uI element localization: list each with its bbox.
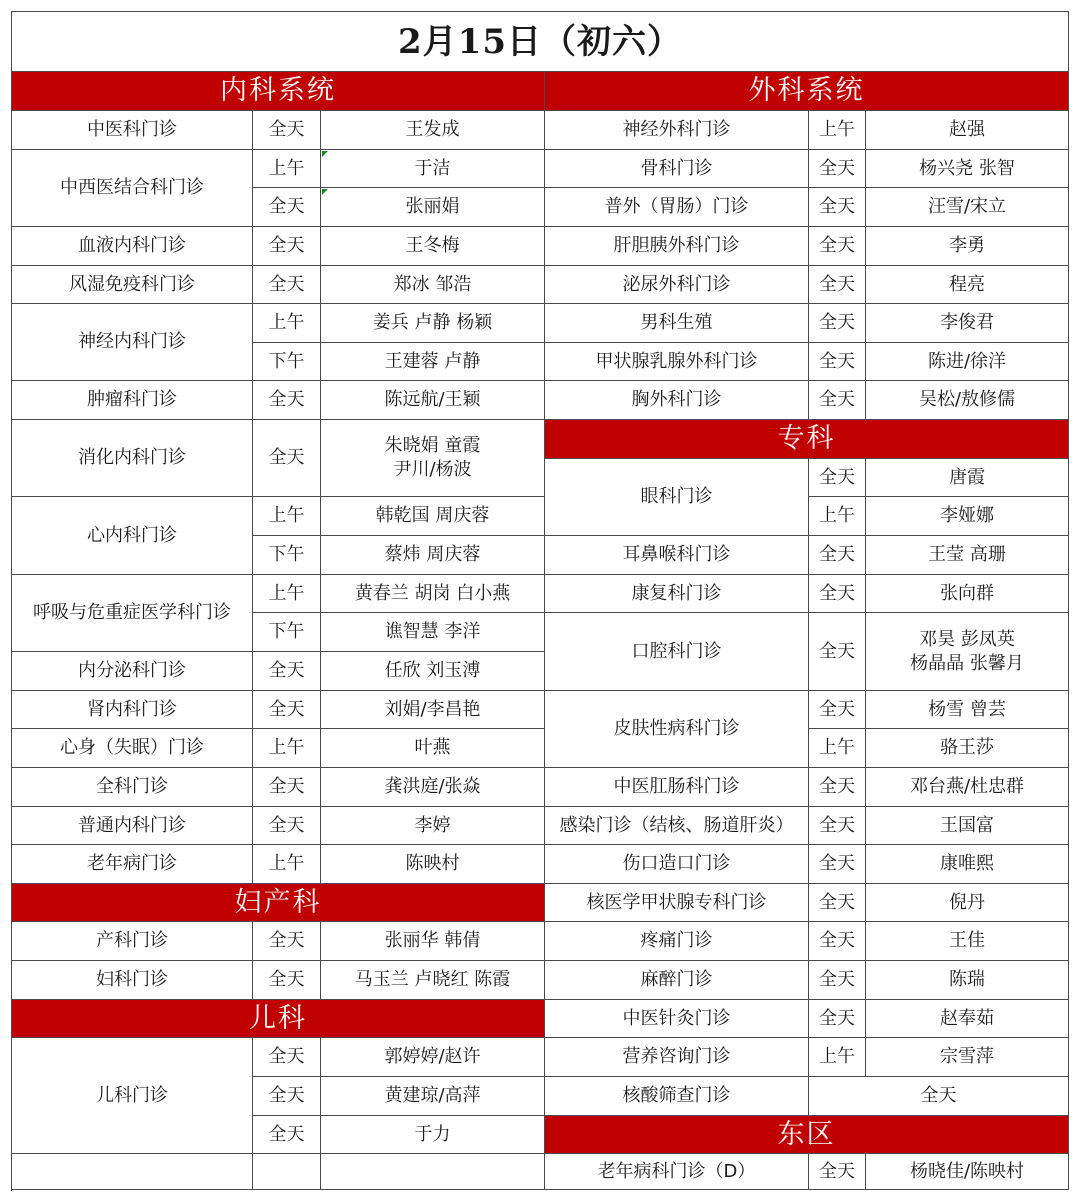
- session-cell: 全天: [253, 807, 321, 845]
- doctor-cell: 朱晓娟 童霞 尹川/杨波: [321, 420, 545, 497]
- session-cell: 全天: [809, 536, 866, 575]
- session-cell: 全天: [809, 1154, 866, 1190]
- doctor-cell: 陈远航/王颖: [321, 381, 545, 420]
- session-cell: 全天: [809, 188, 866, 227]
- doctor-cell: 龚洪庭/张焱: [321, 768, 545, 807]
- dept-cell: 骨科门诊: [545, 150, 809, 188]
- dept-cell: 麻醉门诊: [545, 961, 809, 1000]
- dept-cell: 中西医结合科门诊: [12, 150, 253, 227]
- doctor-cell: 陈映村: [321, 845, 545, 884]
- empty-cell: [12, 1154, 253, 1190]
- dept-cell: 伤口造口门诊: [545, 845, 809, 884]
- dept-cell: 普通内科门诊: [12, 807, 253, 845]
- comment-marker: [322, 189, 328, 195]
- empty-cell: [321, 1154, 545, 1190]
- doctor-cell: 韩乾国 周庆蓉: [321, 497, 545, 536]
- dept-cell: 甲状腺乳腺外科门诊: [545, 343, 809, 381]
- doctor-cell: 吴松/敖修儒: [866, 381, 1069, 420]
- session-cell: 全天: [253, 111, 321, 150]
- section-header-internal: 内科系统: [12, 72, 545, 111]
- doctor-cell: 郑冰 邹浩: [321, 266, 545, 304]
- doctor-cell: 马玉兰 卢晓红 陈霞: [321, 961, 545, 1000]
- dept-cell: 普外（胃肠）门诊: [545, 188, 809, 227]
- session-cell: 全天: [809, 807, 866, 845]
- dept-cell: 全科门诊: [12, 768, 253, 807]
- session-cell: 全天: [809, 613, 866, 691]
- session-cell: 全天: [253, 188, 321, 227]
- dept-cell: 产科门诊: [12, 922, 253, 961]
- session-cell: 全天: [809, 150, 866, 188]
- dept-cell: 消化内科门诊: [12, 420, 253, 497]
- doctor-cell: 张丽娟: [321, 188, 545, 227]
- session-cell: 上午: [253, 575, 321, 613]
- session-cell: 上午: [253, 497, 321, 536]
- dept-cell: 老年病门诊: [12, 845, 253, 884]
- session-cell: 下午: [253, 613, 321, 652]
- session-cell: 上午: [809, 729, 866, 768]
- dept-cell: 神经外科门诊: [545, 111, 809, 150]
- dept-cell: 内分泌科门诊: [12, 652, 253, 691]
- dept-cell: 眼科门诊: [545, 459, 809, 536]
- doctor-cell: 郭婷婷/赵许: [321, 1038, 545, 1077]
- doctor-cell: 张丽华 韩倩: [321, 922, 545, 961]
- doctor-cell: 赵奉茹: [866, 1000, 1069, 1038]
- empty-cell: [253, 1154, 321, 1190]
- doctor-cell: 王国富: [866, 807, 1069, 845]
- session-cell: 上午: [809, 111, 866, 150]
- dept-cell: 妇科门诊: [12, 961, 253, 1000]
- section-header-surgery: 外科系统: [545, 72, 1069, 111]
- session-cell: 上午: [253, 729, 321, 768]
- session-cell: 全天: [809, 304, 866, 343]
- section-header-pediatrics: 儿科: [12, 1000, 545, 1038]
- doctor-cell: 姜兵 卢静 杨颖: [321, 304, 545, 343]
- session-cell: 全天: [809, 922, 866, 961]
- dept-cell: 泌尿外科门诊: [545, 266, 809, 304]
- section-header-obgyn: 妇产科: [12, 884, 545, 922]
- doctor-cell: 李俊君: [866, 304, 1069, 343]
- session-cell: 上午: [253, 304, 321, 343]
- session-cell: 全天: [253, 227, 321, 266]
- dept-cell: 肾内科门诊: [12, 691, 253, 729]
- dept-cell: 核酸筛查门诊: [545, 1077, 809, 1116]
- dept-cell: 神经内科门诊: [12, 304, 253, 381]
- session-cell: 全天: [809, 691, 866, 729]
- doctor-cell: 倪丹: [866, 884, 1069, 922]
- session-cell: 全天: [253, 768, 321, 807]
- dept-cell: 感染门诊（结核、肠道肝炎）: [545, 807, 809, 845]
- session-cell: 全天: [809, 266, 866, 304]
- doctor-cell: 赵强: [866, 111, 1069, 150]
- session-cell: 全天: [809, 575, 866, 613]
- section-header-specialty: 专科: [545, 420, 1069, 459]
- dept-cell: 中医肛肠科门诊: [545, 768, 809, 807]
- dept-cell: 儿科门诊: [12, 1038, 253, 1154]
- session-cell: 全天: [809, 768, 866, 807]
- session-cell: 全天: [809, 845, 866, 884]
- doctor-cell: 叶燕: [321, 729, 545, 768]
- doctor-cell: 康唯熙: [866, 845, 1069, 884]
- doctor-cell: 邓台燕/杜忠群: [866, 768, 1069, 807]
- doctor-cell: 陈瑞: [866, 961, 1069, 1000]
- dept-cell: 风湿免疫科门诊: [12, 266, 253, 304]
- doctor-cell: 程亮: [866, 266, 1069, 304]
- dept-cell: 老年病科门诊（D）: [545, 1154, 809, 1190]
- doctor-cell: 宗雪萍: [866, 1038, 1069, 1077]
- doctor-cell: 黄春兰 胡岗 白小燕: [321, 575, 545, 613]
- doctor-cell: 唐霞: [866, 459, 1069, 497]
- dept-cell: 中医针灸门诊: [545, 1000, 809, 1038]
- session-cell: 上午: [253, 150, 321, 188]
- doctor-cell: 王发成: [321, 111, 545, 150]
- dept-cell: 康复科门诊: [545, 575, 809, 613]
- dept-cell: 心身（失眠）门诊: [12, 729, 253, 768]
- session-cell: 上午: [809, 497, 866, 536]
- doctor-cell: 汪雪/宋立: [866, 188, 1069, 227]
- session-cell: 全天: [809, 1077, 1069, 1116]
- section-header-east: 东区: [545, 1116, 1069, 1154]
- session-cell: 全天: [809, 884, 866, 922]
- doctor-cell: 张向群: [866, 575, 1069, 613]
- session-cell: 上午: [809, 1038, 866, 1077]
- dept-cell: 耳鼻喉科门诊: [545, 536, 809, 575]
- doctor-cell: 蔡炜 周庆蓉: [321, 536, 545, 575]
- dept-cell: 胸外科门诊: [545, 381, 809, 420]
- doctor-cell: 杨兴尧 张智: [866, 150, 1069, 188]
- doctor-cell: 李勇: [866, 227, 1069, 266]
- dept-cell: 血液内科门诊: [12, 227, 253, 266]
- doctor-cell: 陈进/徐洋: [866, 343, 1069, 381]
- session-cell: 全天: [253, 1077, 321, 1116]
- doctor-cell: 任欣 刘玉溥: [321, 652, 545, 691]
- page-title: 2月15日（初六）: [12, 12, 1069, 72]
- dept-cell: 男科生殖: [545, 304, 809, 343]
- dept-cell: 疼痛门诊: [545, 922, 809, 961]
- session-cell: 全天: [809, 381, 866, 420]
- doctor-cell: 王建蓉 卢静: [321, 343, 545, 381]
- dept-cell: 营养咨询门诊: [545, 1038, 809, 1077]
- session-cell: 全天: [809, 459, 866, 497]
- session-cell: 全天: [253, 266, 321, 304]
- session-cell: 全天: [253, 691, 321, 729]
- dept-cell: 口腔科门诊: [545, 613, 809, 691]
- doctor-cell: 黄建琼/高萍: [321, 1077, 545, 1116]
- session-cell: 全天: [253, 1038, 321, 1077]
- doctor-cell: 杨晓佳/陈映村: [866, 1154, 1069, 1190]
- doctor-cell: 杨雪 曾芸: [866, 691, 1069, 729]
- doctor-cell: 王冬梅: [321, 227, 545, 266]
- dept-cell: 心内科门诊: [12, 497, 253, 575]
- dept-cell: 肿瘤科门诊: [12, 381, 253, 420]
- session-cell: 全天: [253, 381, 321, 420]
- session-cell: 全天: [809, 343, 866, 381]
- doctor-cell: 谯智慧 李洋: [321, 613, 545, 652]
- doctor-cell: 于力: [321, 1116, 545, 1154]
- dept-cell: 呼吸与危重症医学科门诊: [12, 575, 253, 652]
- session-cell: 全天: [253, 420, 321, 497]
- session-cell: 全天: [253, 1116, 321, 1154]
- dept-cell: 中医科门诊: [12, 111, 253, 150]
- session-cell: 全天: [253, 961, 321, 1000]
- doctor-cell: 李娅娜: [866, 497, 1069, 536]
- session-cell: 全天: [253, 922, 321, 961]
- dept-cell: 核医学甲状腺专科门诊: [545, 884, 809, 922]
- doctor-cell: 刘娟/李昌艳: [321, 691, 545, 729]
- dept-cell: 皮肤性病科门诊: [545, 691, 809, 768]
- session-cell: 上午: [253, 845, 321, 884]
- doctor-cell: 邓昊 彭凤英 杨晶晶 张馨月: [866, 613, 1069, 691]
- session-cell: 下午: [253, 343, 321, 381]
- doctor-cell: 于洁: [321, 150, 545, 188]
- doctor-cell: 王莹 高珊: [866, 536, 1069, 575]
- dept-cell: 肝胆胰外科门诊: [545, 227, 809, 266]
- session-cell: 全天: [253, 652, 321, 691]
- doctor-cell: 李婷: [321, 807, 545, 845]
- comment-marker: [322, 151, 328, 157]
- session-cell: 全天: [809, 227, 866, 266]
- session-cell: 全天: [809, 961, 866, 1000]
- session-cell: 下午: [253, 536, 321, 575]
- doctor-cell: 骆王莎: [866, 729, 1069, 768]
- session-cell: 全天: [809, 1000, 866, 1038]
- doctor-cell: 王佳: [866, 922, 1069, 961]
